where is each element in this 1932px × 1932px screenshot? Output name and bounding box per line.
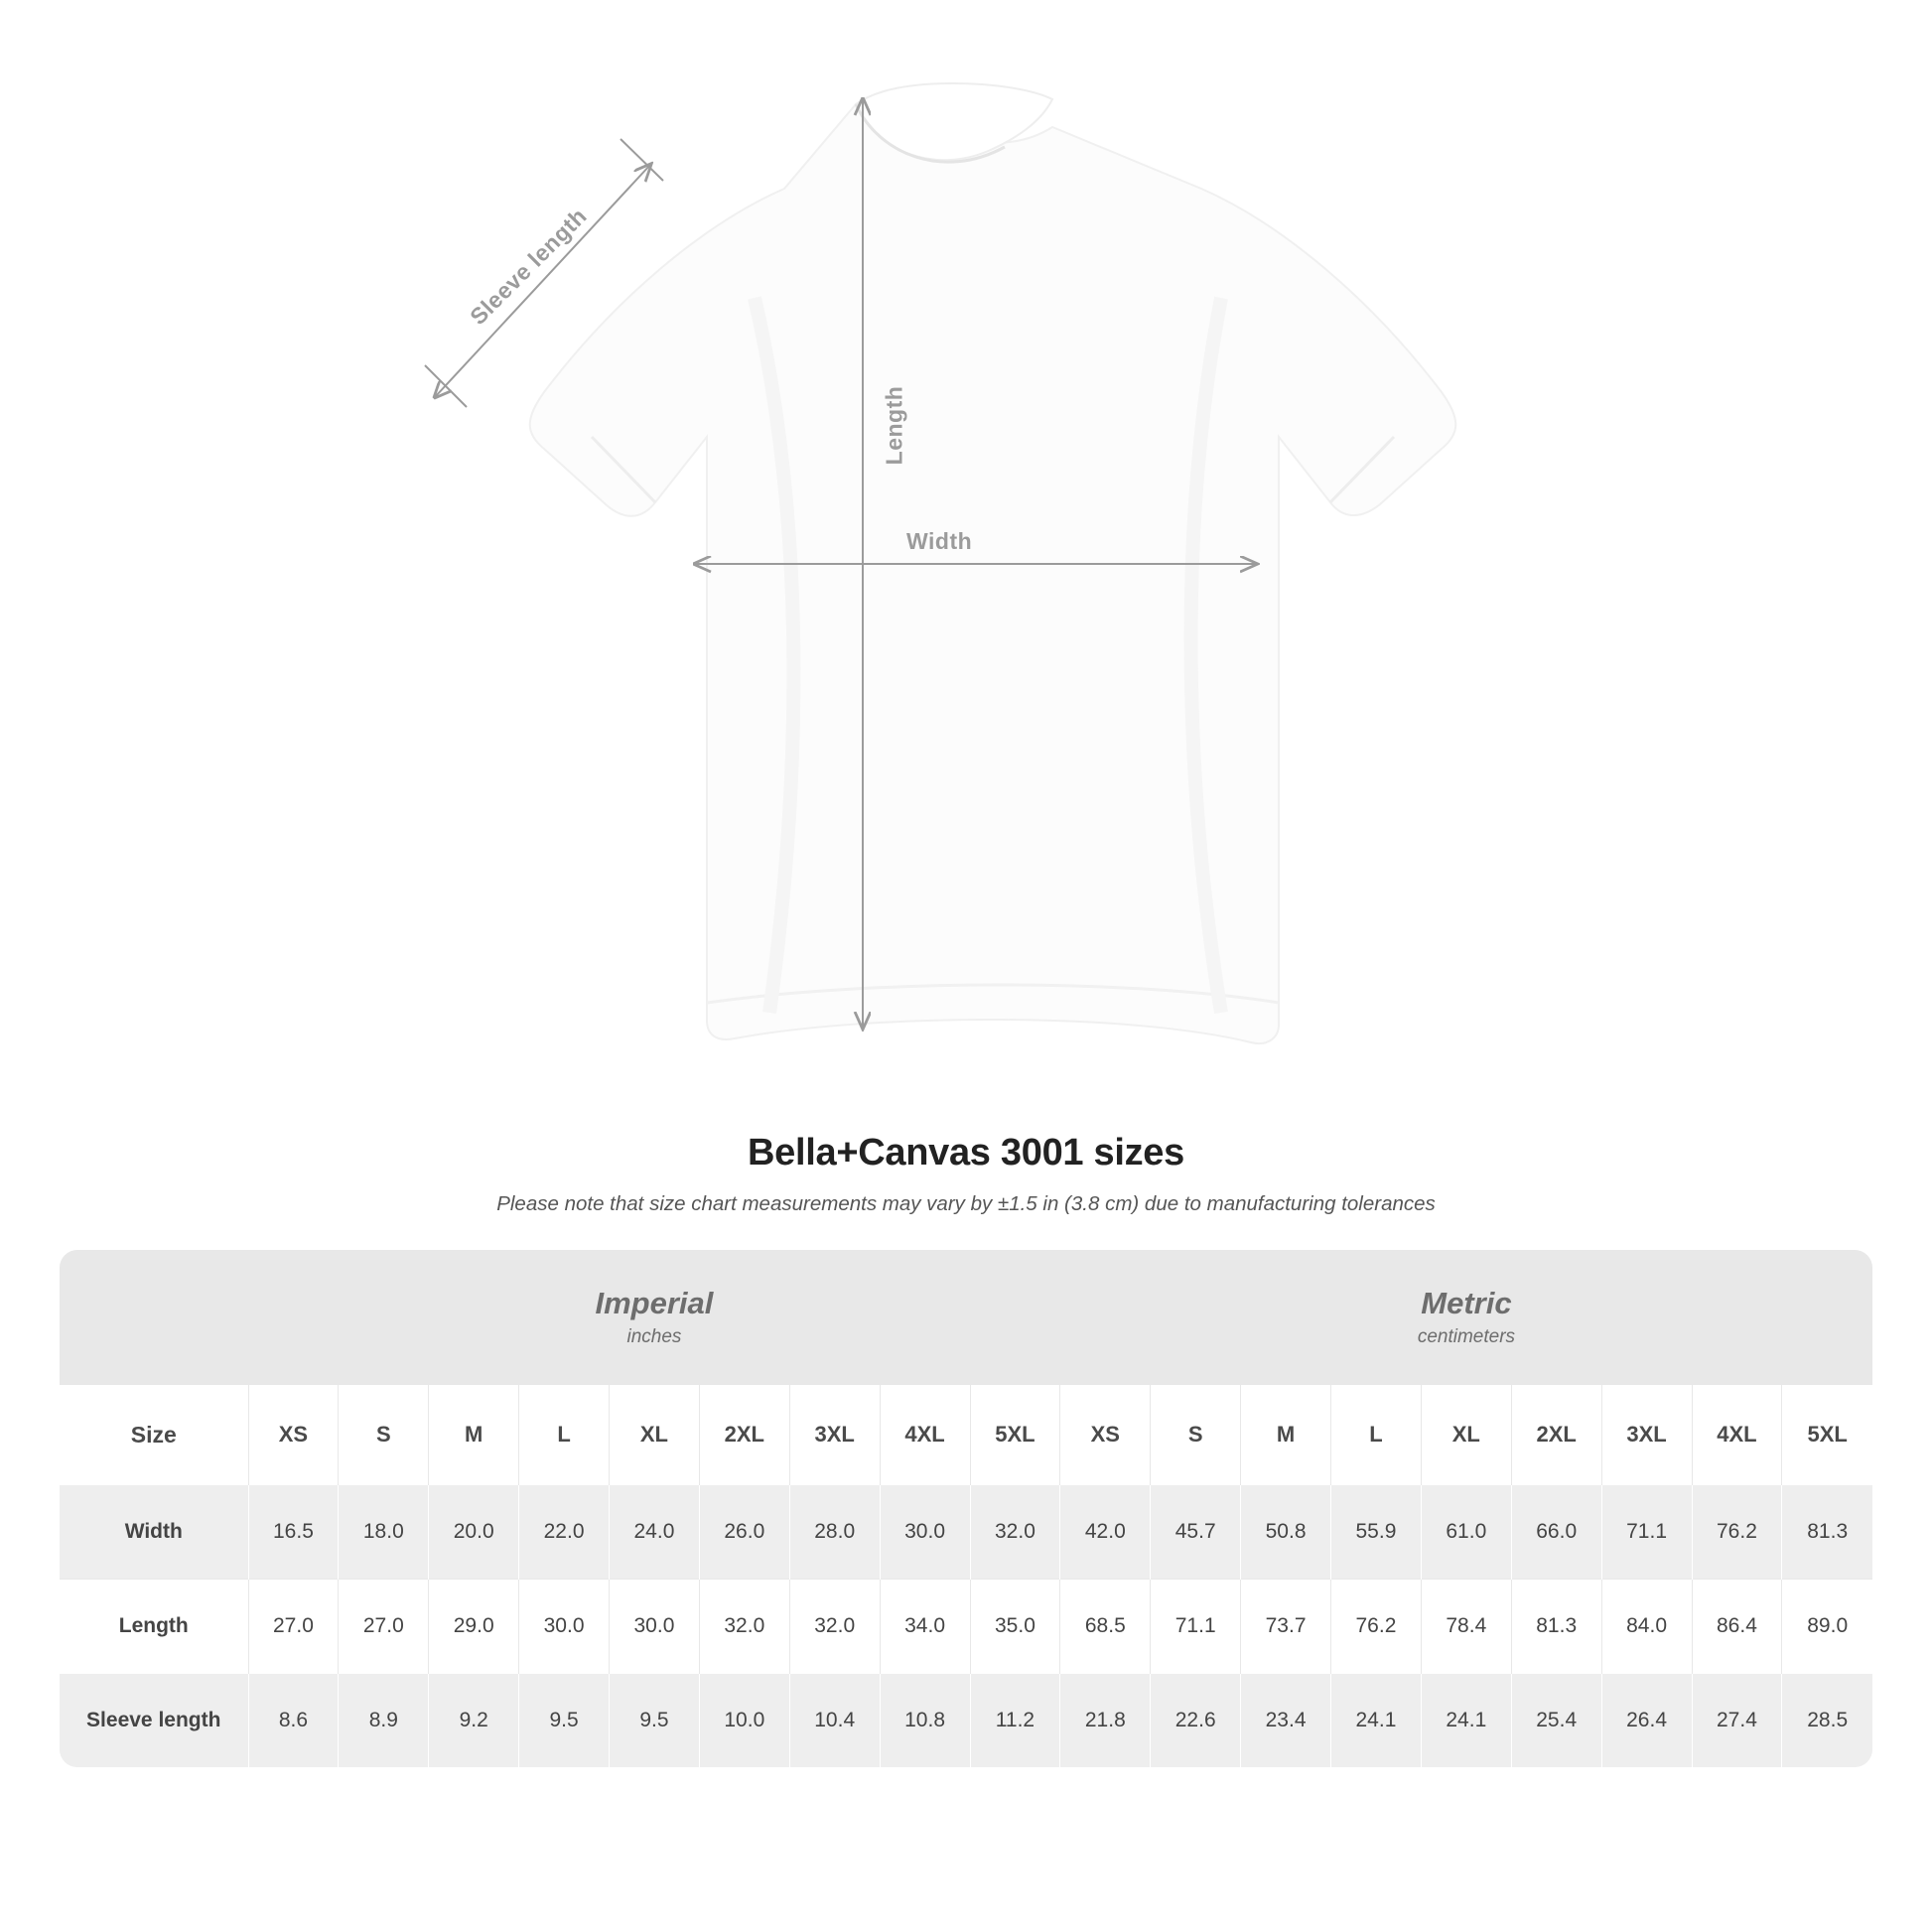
measurement-cell: 50.8 [1241,1485,1331,1580]
measurement-cell: 25.4 [1511,1674,1601,1768]
sleeve-length-label: Sleeve length [465,203,592,331]
measurement-cell: 10.8 [880,1674,970,1768]
measurement-cell: 84.0 [1601,1580,1692,1674]
table-row [60,1485,1872,1580]
measurement-cell: 42.0 [1060,1485,1151,1580]
measurement-cell: 26.4 [1601,1674,1692,1768]
row-label: Sleeve length [60,1674,248,1768]
length-label: Length [881,385,907,466]
size-header-cell: M [429,1385,519,1485]
size-header-cell: 4XL [1692,1385,1782,1485]
measurement-cell: 8.6 [248,1674,339,1768]
measurement-cell: 78.4 [1421,1580,1511,1674]
measurement-cell: 86.4 [1692,1580,1782,1674]
size-header-cell: S [1151,1385,1241,1485]
size-header-cell: XL [610,1385,700,1485]
measurement-cell: 55.9 [1331,1485,1422,1580]
measurement-cell: 89.0 [1782,1580,1872,1674]
row-label: Length [60,1580,248,1674]
row-label: Width [60,1485,248,1580]
size-header-cell: 3XL [1601,1385,1692,1485]
measurement-cell: 22.6 [1151,1674,1241,1768]
size-header-label: Size [60,1385,248,1485]
tolerance-note: Please note that size chart measurements may vary by ±1.5 in (3.8 cm) due to manufacturing tolerances [496,1192,1436,1215]
unit-group-imperial [248,1250,1060,1385]
measurement-cell: 71.1 [1151,1580,1241,1674]
unit-header-row [60,1250,1872,1385]
measurement-cell: 30.0 [610,1580,700,1674]
measurement-cell: 9.5 [519,1674,610,1768]
measurement-cell: 10.4 [789,1674,880,1768]
measurement-cell: 35.0 [970,1580,1060,1674]
measurement-cell: 21.8 [1060,1674,1151,1768]
size-header-cell: 5XL [1782,1385,1872,1485]
measurement-cell: 30.0 [880,1485,970,1580]
unit-group-sub: inches [626,1326,682,1348]
measurement-cell: 24.0 [610,1485,700,1580]
measurement-cell: 27.4 [1692,1674,1782,1768]
measurement-cell: 27.0 [248,1580,339,1674]
table-row [60,1674,1872,1768]
measurement-cell: 9.5 [610,1674,700,1768]
size-chart-heading [0,1132,1932,1216]
measurement-cell: 73.7 [1241,1580,1331,1674]
measurement-cell: 61.0 [1421,1485,1511,1580]
measurement-cell: 28.0 [789,1485,880,1580]
measurement-cell: 9.2 [429,1674,519,1768]
measurement-cell: 32.0 [970,1485,1060,1580]
size-header-cell: L [1331,1385,1422,1485]
measurement-cell: 10.0 [699,1674,789,1768]
size-header-cell: XL [1421,1385,1511,1485]
unit-group-name: Metric [1421,1285,1512,1320]
size-header-cell: 2XL [699,1385,789,1485]
measurement-cell: 76.2 [1692,1485,1782,1580]
measurement-cell: 30.0 [519,1580,610,1674]
size-header-cell: S [339,1385,429,1485]
measurement-cell: 76.2 [1331,1580,1422,1674]
table-row [60,1580,1872,1674]
unit-group-name: Imperial [595,1285,714,1320]
size-header-row [60,1385,1872,1485]
measurement-cell: 71.1 [1601,1485,1692,1580]
measurement-cell: 32.0 [789,1580,880,1674]
measurement-cell: 32.0 [699,1580,789,1674]
size-header-cell: L [519,1385,610,1485]
measurement-cell: 20.0 [429,1485,519,1580]
measurement-cell: 16.5 [248,1485,339,1580]
measurement-cell: 23.4 [1241,1674,1331,1768]
size-header-cell: 5XL [970,1385,1060,1485]
measurement-cell: 11.2 [970,1674,1060,1768]
measurement-cell: 68.5 [1060,1580,1151,1674]
measurement-cell: 29.0 [429,1580,519,1674]
measurement-cell: 81.3 [1782,1485,1872,1580]
unit-group-sub: centimeters [1417,1326,1516,1348]
size-table-container [60,1250,1872,1767]
measurement-cell: 27.0 [339,1580,429,1674]
measurement-cell: 8.9 [339,1674,429,1768]
size-header-cell: 2XL [1511,1385,1601,1485]
size-header-cell: 4XL [880,1385,970,1485]
width-label: Width [906,528,973,554]
measurement-cell: 81.3 [1511,1580,1601,1674]
size-chart-table [60,1250,1872,1767]
sleeve-tick-bottom [425,365,467,407]
measurement-cell: 18.0 [339,1485,429,1580]
unit-header-spacer [60,1250,248,1385]
measurement-cell: 28.5 [1782,1674,1872,1768]
measurement-cell: 26.0 [699,1485,789,1580]
measurement-cell: 45.7 [1151,1485,1241,1580]
size-header-cell: XS [1060,1385,1151,1485]
measurement-cell: 34.0 [880,1580,970,1674]
size-header-cell: XS [248,1385,339,1485]
unit-group-metric [1060,1250,1872,1385]
size-header-cell: M [1241,1385,1331,1485]
size-header-cell: 3XL [789,1385,880,1485]
measurement-cell: 66.0 [1511,1485,1601,1580]
measurement-cell: 24.1 [1421,1674,1511,1768]
page-title: Bella+Canvas 3001 sizes [748,1132,1184,1173]
measurement-cell: 22.0 [519,1485,610,1580]
measurement-cell: 24.1 [1331,1674,1422,1768]
